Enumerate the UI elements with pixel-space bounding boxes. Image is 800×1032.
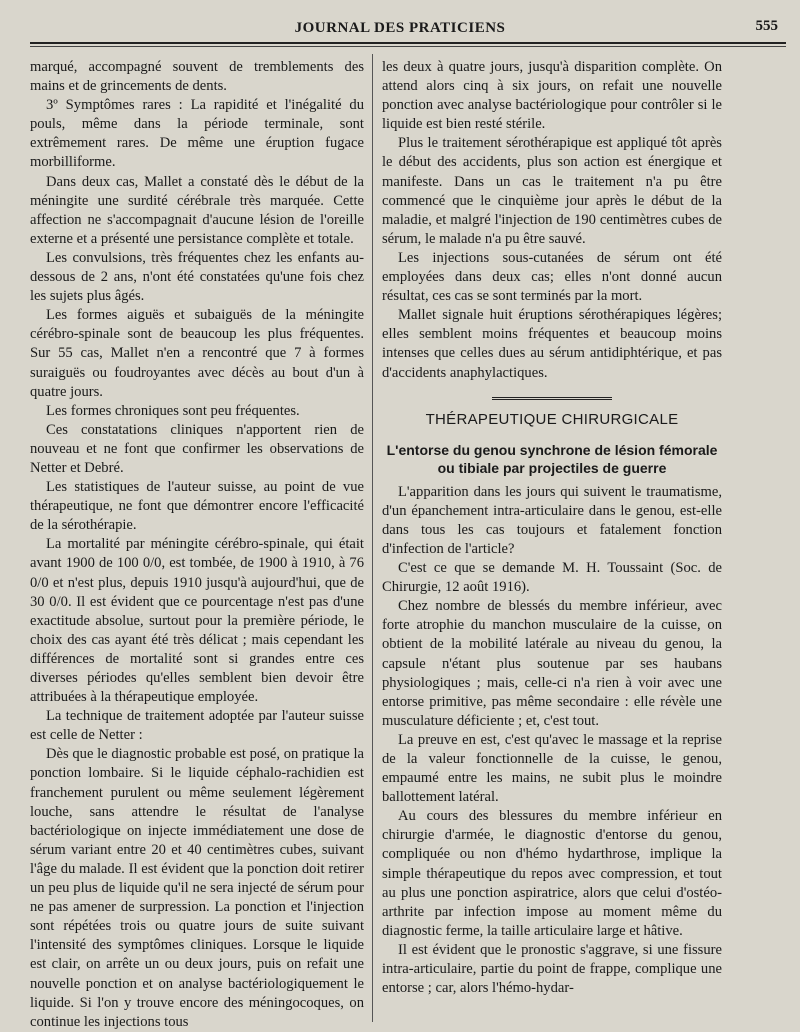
section-title: THÉRAPEUTIQUE CHIRURGICALE (425, 410, 679, 428)
paragraph: Dans deux cas, Mallet a constaté dès le début de la méningite une surdité cérébrale très marquée. Cette affection ne s'accompagnait d'aucune lésion de l'oreille externe et a présenté une persistance complète et totale. (30, 173, 364, 247)
paragraph: Les formes aiguës et subaiguës de la méningite cérébro-spinale sont de beaucoup les plus fréquentes. Sur 55 cas, Mallet n'en a rencontré que 7 à formes suraiguës ou foudroyantes avec décès au bout d'un à quatre jours. (30, 307, 364, 400)
paragraph: marqué, accompagné souvent de tremblements des mains et de grincements de dents. (30, 59, 364, 95)
paragraph: Les statistiques de l'auteur suisse, au point de vue thérapeutique, ne font que démontrer encore l'efficacité de la sérothérapie. (30, 479, 364, 534)
paragraph: Dès que le diagnostic probable est posé, on pratique la ponction lombaire. Si le liquide céphalo-rachidien est franchement purulent ou même seulement légèrement louche, sans attendre le résultat de l'analyse bactériologique on injecte immédiatement une dose de sérum variant entre 20 et 40 centimètres cubes, suivant l'âge du malade. Il est évident que la ponction doit retirer un peu plus de liquide qu'il ne sera injecté de sérum pour ne pas amener de surpression. La ponction et l'injection sont répétées trois ou quatre jours de suite suivant l'intensité des symptômes cliniques. Lorsque le liquide est clair, on arrête un ou deux jours, puis on refait une nouvelle ponction et on analyse bactériologiquement le liquide. Si l'on y trouve encore des méningocoques, on continue les injections tous (30, 746, 364, 1030)
paragraph: Au cours des blessures du membre inférieur en chirurgie d'armée, le diagnostic d'entorse du genou, compliquée ou non d'hémo hydarthrose, implique la simple thérapeutique du repos avec compression, et tout au plus une ponction aspiratrice, alors que celui d'ostéo-arthrite par infection impose au moment même du diagnostic ferme, la taille articulaire large et hâtive. (382, 808, 722, 939)
paragraph: Les injections sous-cutanées de sérum ont été employées dans deux cas; elles n'ont donné aucun résultat, ces cas se sont terminés par la mort. (382, 249, 722, 305)
page-number: 555 (755, 18, 778, 34)
header-rule (30, 42, 786, 44)
paragraph: C'est ce que se demande M. H. Toussaint (Soc. de Chirurgie, 12 août 1916). (382, 560, 722, 596)
paragraph: L'apparition dans les jours qui suivent le traumatisme, d'un épanchement intra-articulaire dans le genou, est-elle dans tous les cas toujours et fatalement fonction d'infection de l'article? (382, 483, 722, 557)
left-column (30, 58, 364, 1032)
paragraph: Il est évident que le pronostic s'aggrave, si une fissure intra-articulaire, partie du point de frappe, complique une entorse ; car, alors l'hémo-hydar- (382, 941, 722, 997)
paragraph: Ces constatations cliniques n'apportent rien de nouveau et ne font que confirmer les observations de Netter et Debré. (30, 421, 364, 476)
paragraph: Mallet signale huit éruptions sérothérapiques légères; elles semblent moins fréquentes et beaucoup moins intenses que celles dues au sérum antidiphtérique, et pas d'accidents anaphylactiques. (382, 307, 722, 381)
section-separator (492, 397, 612, 400)
paragraph: Les formes chroniques sont peu fréquentes. (46, 402, 300, 419)
paragraph: les deux à quatre jours, jusqu'à disparition complète. On attend alors cinq à six jours, on refait une nouvelle ponction avec analyse bactériologique pour contrôler si le liquide est bien resté stérile. (382, 59, 722, 133)
paragraph: Plus le traitement sérothérapique est appliqué tôt après le début des accidents, plus son action est énergique et manifeste. Dans un cas le traitement n'a pu être commencé que le cinquième jour après le début de la maladie, et malgré l'injection de 190 centimètres cubes de sérum, le malade n'a pu être sauvé. (382, 135, 722, 247)
paragraph: La mortalité par méningite cérébro-spinale, qui était avant 1900 de 100 0/0, est tombée, de 1900 à 1910, à 76 0/0 et n'est plus, depuis 1910 jusqu'à aujourd'hui, que de 30 0/0. Il est évident que ce pourcentage n'est pas d'une exactitude absolue, surtout pour la première période, le choix des cas ayant été très délicat ; mais cependant les différences de mortalité sont si grandes entre ces diverses périodes qu'elles semblent bien devoir être attribuées à la thérapeutique employée. (30, 536, 364, 706)
paragraph: La preuve en est, c'est qu'avec le massage et la reprise de la valeur fonctionnelle de la cuisse, le genou, empaumé entre les mains, ne subit plus le moindre ballottement latéral. (382, 731, 722, 806)
paragraph: 3º Symptômes rares : La rapidité et l'inégalité du pouls, même dans la période terminale, sont extrêmement rares. De même une éruption fugace morbilliforme. (30, 97, 364, 171)
paragraph: Chez nombre de blessés du membre inférieur, avec forte atrophie du manchon musculaire de la cuisse, on obtient de la mobilité latérale au niveau du genou, la capsule n'étant plus soutenue par ses haubans physiologiques ; mais, celle-ci n'a rien à voir avec une entorse primitive, pas même secondaire : elle révèle une musculature déficiente ; et, c'est tout. (382, 598, 722, 729)
paragraph: Les convulsions, très fréquentes chez les enfants au-dessous de 2 ans, n'ont été constatées qu'une fois chez les sujets plus âgés. (30, 249, 364, 305)
right-column (382, 58, 722, 998)
journal-title: JOURNAL DES PRATICIENS (294, 20, 506, 36)
paragraph: La technique de traitement adoptée par l'auteur suisse est celle de Netter : (30, 708, 364, 744)
header-rule-thin (30, 46, 786, 47)
article-title: L'entorse du genou synchrone de lésion fémorale ou tibiale par projectiles de guerre (386, 441, 718, 476)
column-divider (372, 54, 373, 1022)
